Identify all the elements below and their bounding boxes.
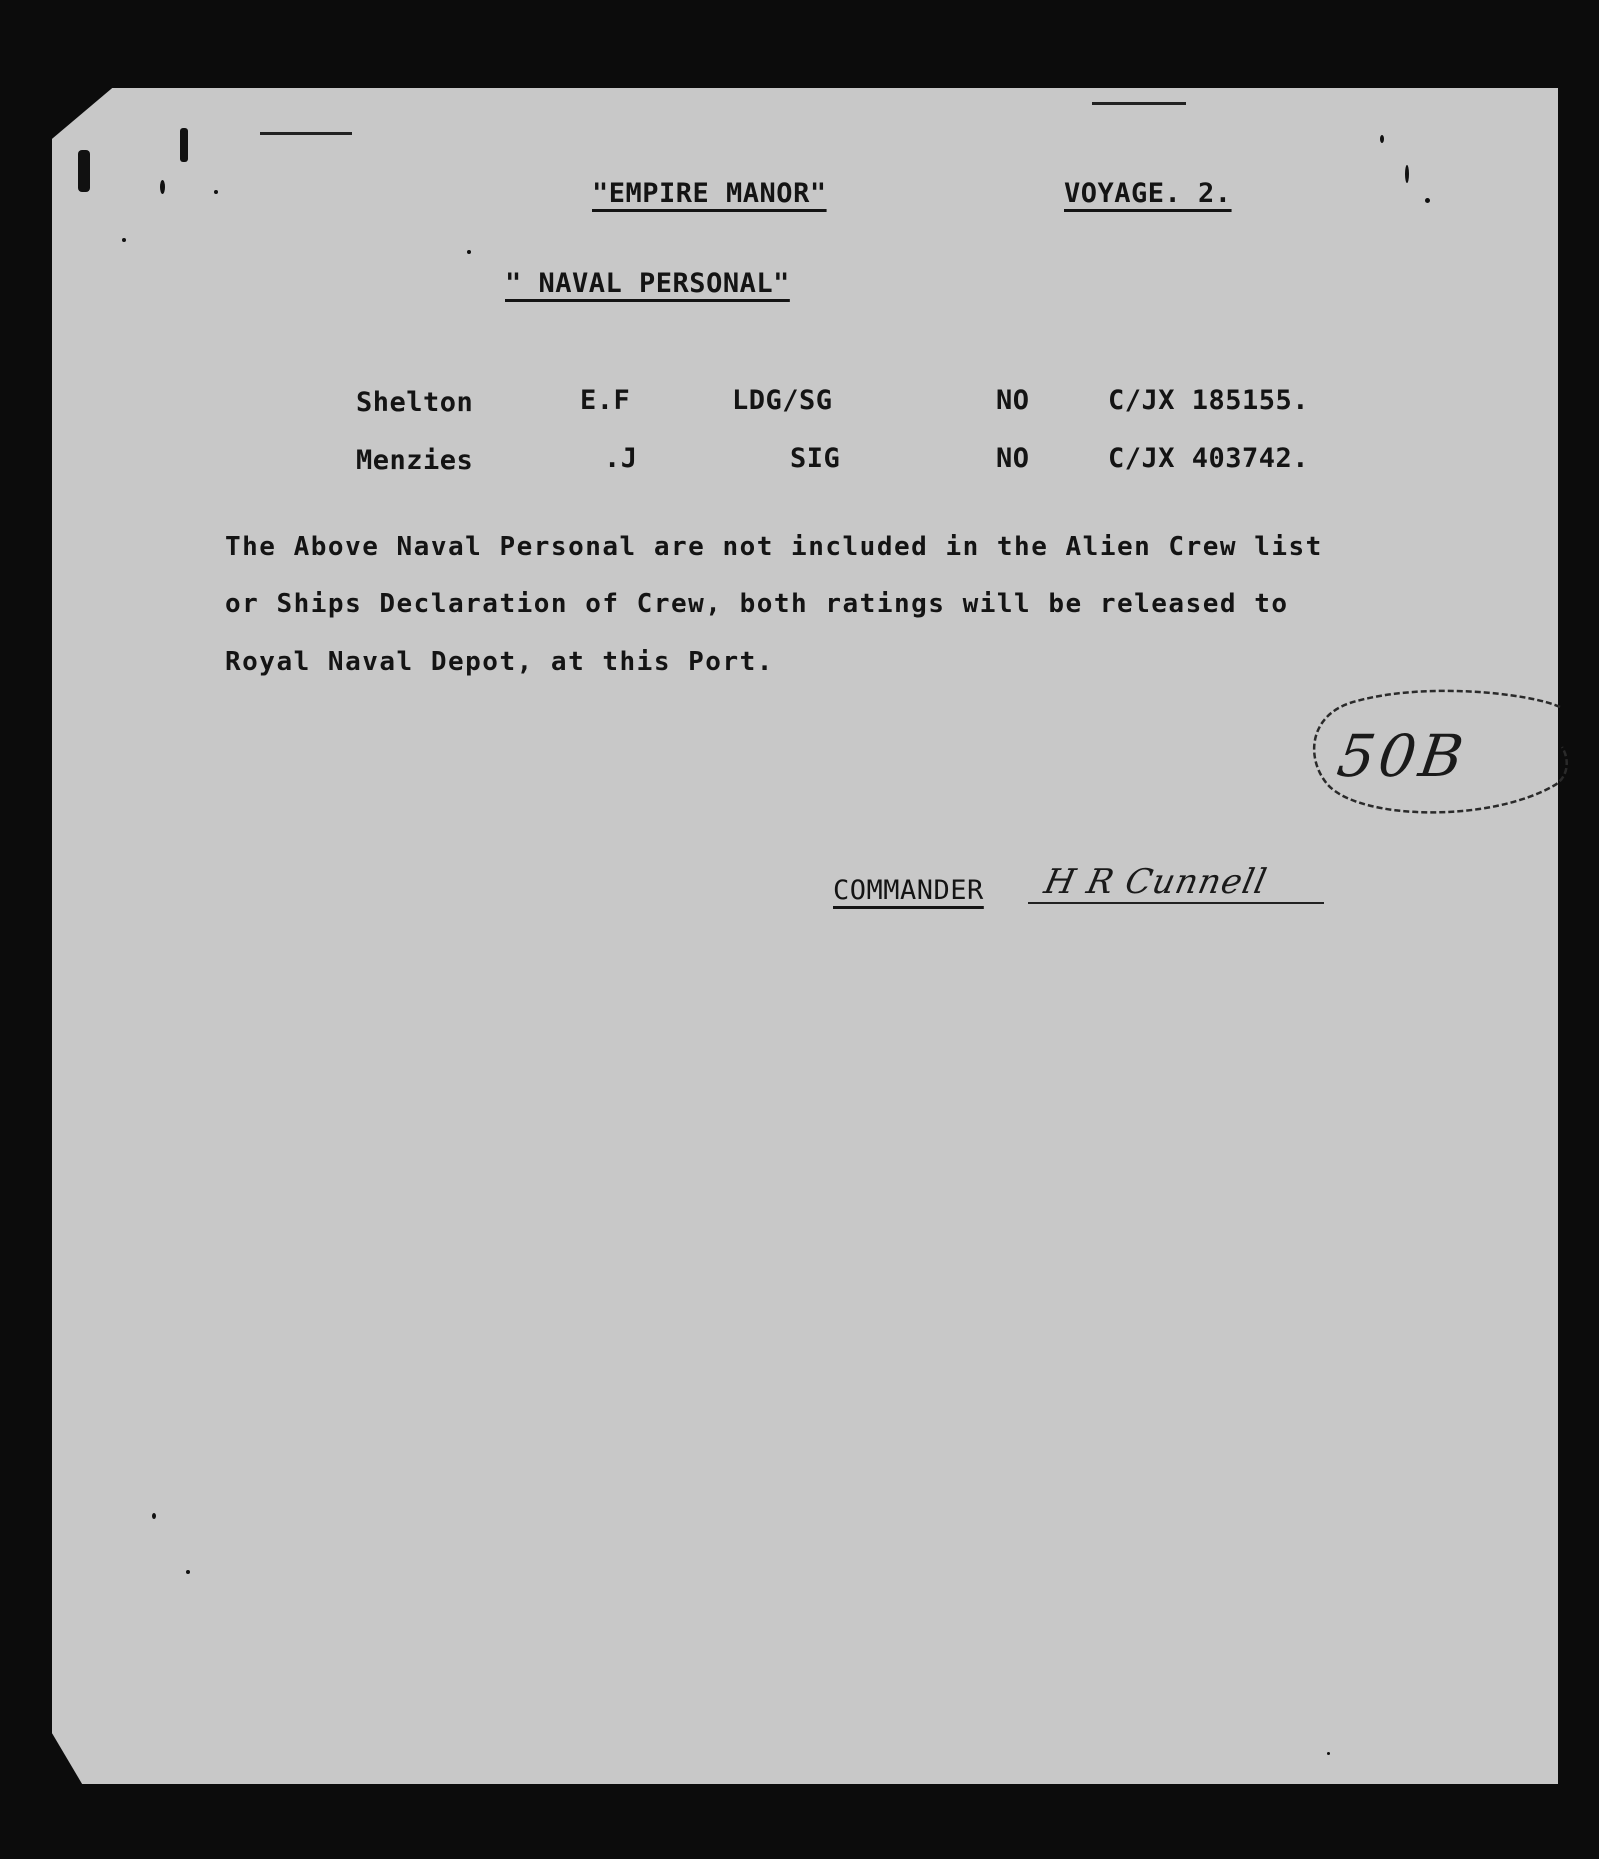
rule-mark bbox=[260, 132, 352, 135]
commander-label: COMMANDER bbox=[833, 875, 984, 906]
statement-line: Royal Naval Depot, at this Port. bbox=[225, 647, 774, 677]
annotation-text: 50B bbox=[1333, 722, 1472, 790]
commander-signature: H R Cunnell bbox=[1040, 862, 1271, 902]
section-title: " NAVAL PERSONAL" bbox=[505, 268, 790, 299]
surname-cell: Shelton bbox=[356, 387, 474, 418]
rule-mark bbox=[1092, 102, 1186, 105]
surname-cell: Menzies bbox=[356, 445, 474, 476]
ink-speck bbox=[78, 150, 90, 192]
ink-speck bbox=[122, 238, 126, 242]
initials-cell: .J bbox=[604, 443, 638, 474]
paper-sheet bbox=[52, 88, 1558, 1784]
rating-cell: LDG/SG bbox=[732, 385, 833, 416]
ink-speck bbox=[160, 180, 165, 194]
status-cell: NO bbox=[996, 443, 1030, 474]
service-number-cell: C/JX 403742. bbox=[1108, 443, 1310, 474]
ship-name-heading: "EMPIRE MANOR" bbox=[592, 178, 827, 209]
ink-speck bbox=[1425, 198, 1430, 203]
service-number-cell: C/JX 185155. bbox=[1108, 385, 1310, 416]
rating-cell: SIG bbox=[790, 443, 841, 474]
ink-speck bbox=[1327, 1752, 1330, 1755]
ink-speck bbox=[180, 128, 188, 162]
signature-underline bbox=[1028, 902, 1324, 904]
ink-speck bbox=[186, 1570, 190, 1574]
initials-cell: E.F bbox=[580, 385, 631, 416]
statement-line: or Ships Declaration of Crew, both ratings will be released to bbox=[225, 589, 1289, 619]
status-cell: NO bbox=[996, 385, 1030, 416]
voyage-heading: VOYAGE. 2. bbox=[1064, 178, 1232, 209]
ink-speck bbox=[1380, 135, 1384, 143]
ink-speck bbox=[152, 1513, 156, 1519]
ink-speck bbox=[467, 250, 471, 254]
ink-speck bbox=[214, 190, 218, 194]
statement-line: The Above Naval Personal are not included in the Alien Crew list bbox=[225, 532, 1323, 562]
ink-speck bbox=[1405, 165, 1409, 183]
